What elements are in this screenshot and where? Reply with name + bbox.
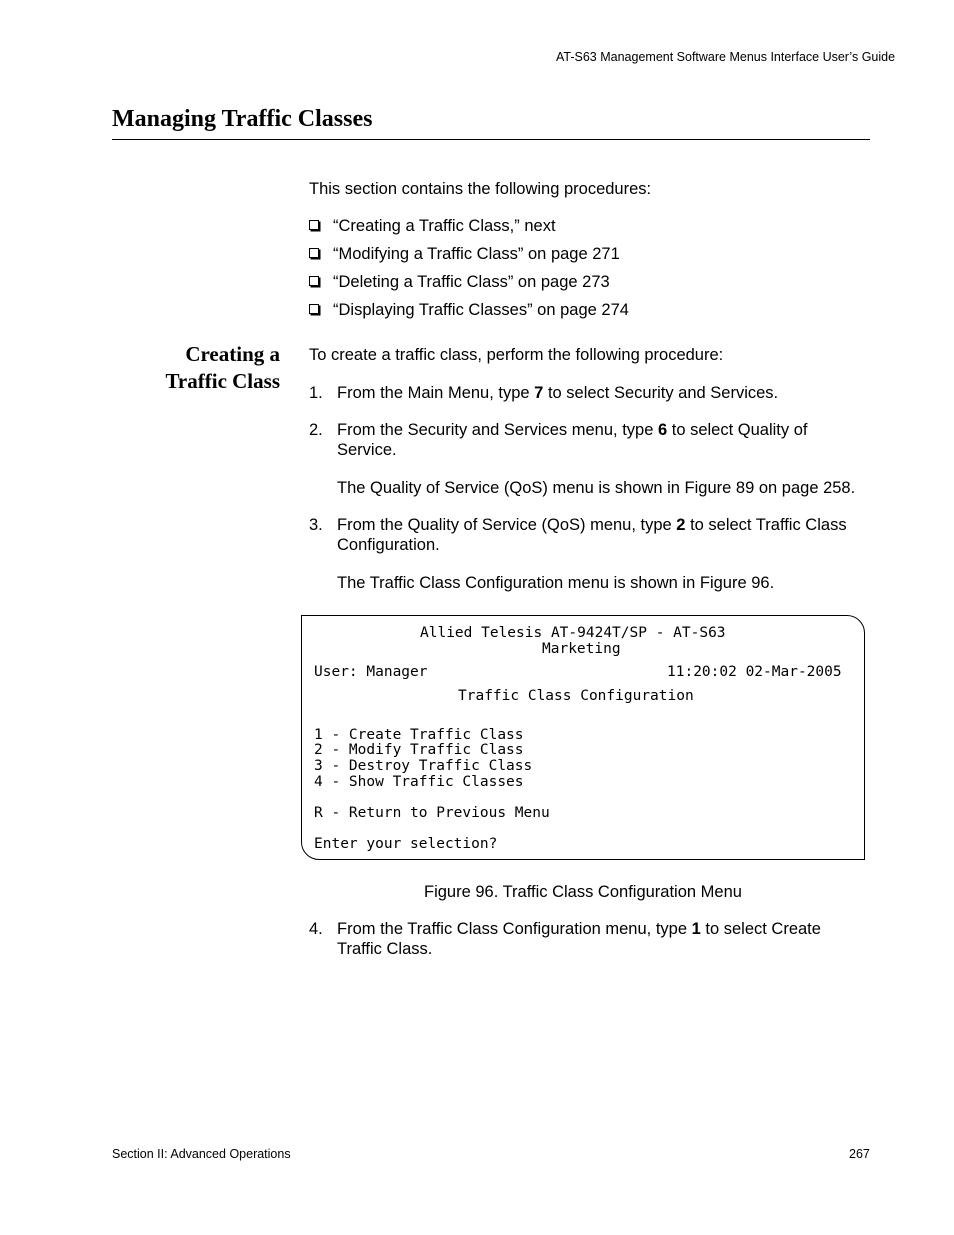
checkbox-bullet-icon [309, 220, 319, 230]
menu-option: 1 - Create Traffic Class [314, 727, 524, 743]
figure-caption: Figure 96. Traffic Class Configuration Menu [424, 883, 742, 901]
menu-option: 2 - Modify Traffic Class [314, 742, 524, 758]
list-item [309, 300, 629, 320]
bullet-text: “Creating a Traffic Class,” next [333, 217, 556, 235]
procedure-intro: To create a traffic class, perform the following procedure: [309, 346, 724, 364]
step-note: The Quality of Service (QoS) menu is shown in Figure 89 on page 258. [337, 479, 856, 497]
step-number: 2. [309, 421, 323, 439]
checkbox-bullet-icon [309, 276, 319, 286]
step-text: From the Traffic Class Configuration menu, type 1 to select Create Traffic Class. [337, 920, 821, 958]
step-text: From the Quality of Service (QoS) menu, type 2 to select Traffic Class Configuration. [337, 516, 847, 554]
subheading-line2: Traffic Class [165, 369, 280, 393]
footer-section: Section II: Advanced Operations [112, 1147, 291, 1161]
terminal-screen [301, 615, 865, 860]
terminal-menu-title: Traffic Class Configuration [458, 688, 694, 704]
subheading [130, 341, 280, 395]
list-item [309, 216, 556, 236]
menu-option: 3 - Destroy Traffic Class [314, 758, 533, 774]
step-number: 1. [309, 384, 323, 402]
running-header: AT-S63 Management Software Menus Interface User’s Guide [556, 50, 896, 64]
step-number: 3. [309, 516, 323, 534]
menu-option-return: R - Return to Previous Menu [314, 805, 550, 821]
step-text: From the Security and Services menu, type 6 to select Quality of Service. [337, 421, 808, 459]
terminal-title: Allied Telesis AT-9424T/SP - AT-S63 [420, 625, 726, 641]
terminal-user: User: Manager [314, 664, 428, 680]
bullet-text: “Displaying Traffic Classes” on page 274 [333, 301, 629, 319]
title-rule [112, 139, 870, 140]
step-note: The Traffic Class Configuration menu is shown in Figure 96. [337, 574, 775, 592]
step-number: 4. [309, 920, 323, 938]
bullet-text: “Modifying a Traffic Class” on page 271 [333, 245, 620, 263]
terminal-prompt: Enter your selection? [314, 836, 498, 852]
checkbox-bullet-icon [309, 248, 319, 258]
bullet-text: “Deleting a Traffic Class” on page 273 [333, 273, 610, 291]
subheading-line1: Creating a [185, 342, 280, 366]
checkbox-bullet-icon [309, 304, 319, 314]
list-item [309, 244, 620, 264]
page-number: 267 [849, 1147, 870, 1161]
section-title: Managing Traffic Classes [112, 106, 373, 132]
intro-text: This section contains the following procedures: [309, 180, 652, 198]
list-item [309, 272, 610, 292]
menu-option: 4 - Show Traffic Classes [314, 774, 524, 790]
step-text: From the Main Menu, type 7 to select Security and Services. [337, 384, 779, 402]
terminal-datetime: 11:20:02 02-Mar-2005 [667, 664, 842, 680]
terminal-subtitle: Marketing [542, 641, 621, 657]
